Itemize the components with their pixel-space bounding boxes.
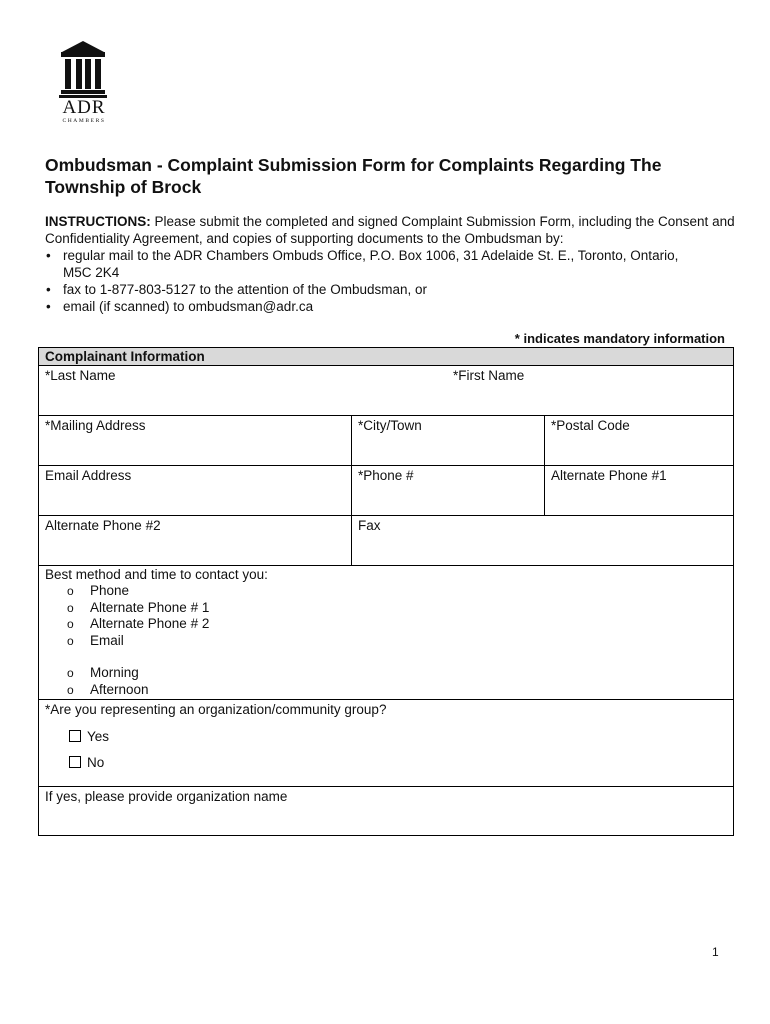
radio-circle-icon: o [67,666,74,680]
radio-circle-icon: o [67,600,74,615]
complainant-form [38,347,734,836]
checkbox-icon [69,730,81,742]
radio-circle-icon: o [67,617,74,631]
name-row [39,366,733,416]
mandatory-note: * indicates mandatory information [514,331,725,346]
checkbox-yes[interactable]: Yes [69,724,109,750]
city-field[interactable]: *City/Town [358,418,422,433]
contact-row [39,466,733,516]
alt-phone-row [39,516,733,566]
phone-field[interactable]: *Phone # [358,468,414,483]
bullet-icon: • [46,299,51,314]
section-header: Complainant Information [39,348,733,366]
option-afternoon[interactable]: o Afternoon [67,681,149,697]
contact-options [45,583,727,649]
org-name-row [39,787,733,835]
time-options [45,665,727,698]
list-item: • regular mail to the ADR Chambers Ombuds Office, P.O. Box 1006, 31 Adelaide St. E., Toronto, Ontario, M5C 2K4 [46,248,679,280]
option-morning[interactable]: o Morning [67,665,139,680]
fax-field[interactable]: Fax [358,518,381,533]
option-alt-phone-1[interactable]: o Alternate Phone # 1 [67,599,210,615]
instructions-label: INSTRUCTIONS: [45,214,151,229]
page-number: 1 [712,945,719,959]
radio-circle-icon: o [67,682,74,697]
radio-circle-icon: o [67,633,74,648]
instructions [45,213,735,247]
list-item: • email (if scanned) to ombudsman@adr.ca [46,299,314,314]
logo-text: ADR [62,97,106,118]
option-email[interactable]: o Email [67,632,124,648]
page-title: Ombudsman - Complaint Submission Form for Complaints Regarding The Township of Brock [45,155,662,197]
checkbox-icon [69,756,81,768]
email-field[interactable]: Email Address [45,468,132,483]
logo-subtext: CHAMBERS [62,118,106,124]
contact-method-label: Best method and time to contact you: [45,567,268,582]
alt-phone2-field[interactable]: Alternate Phone #2 [45,518,161,533]
organization-row [39,700,733,787]
option-phone[interactable]: o Phone [67,583,130,598]
org-name-field[interactable]: If yes, please provide organization name [45,789,288,804]
bullet-icon: • [46,282,51,297]
checkbox-no[interactable]: No [69,750,109,776]
radio-circle-icon: o [67,584,74,598]
alt-phone1-field[interactable]: Alternate Phone #1 [551,468,667,483]
last-name-field[interactable]: *Last Name [45,368,116,383]
address-row [39,416,733,466]
instructions-text: Please submit the completed and signed Complaint Submission Form, including the Consent and Confidentiality Agreement, and copies of supporting documents to the Ombudsman by: [45,214,735,246]
contact-method-section [39,566,733,699]
contact-method-row [39,566,733,700]
org-question: *Are you representing an organization/community group? [45,702,387,717]
first-name-field[interactable]: *First Name [453,368,525,383]
mailing-address-field[interactable]: *Mailing Address [45,418,146,433]
org-checkboxes [69,724,109,776]
list-item: • fax to 1-877-803-5127 to the attention of the Ombudsman, or [46,282,427,297]
bullet-icon: • [46,248,51,263]
postal-code-field[interactable]: *Postal Code [551,418,630,433]
submission-methods-list [45,247,735,315]
option-alt-phone-2[interactable]: o Alternate Phone # 2 [67,616,210,631]
